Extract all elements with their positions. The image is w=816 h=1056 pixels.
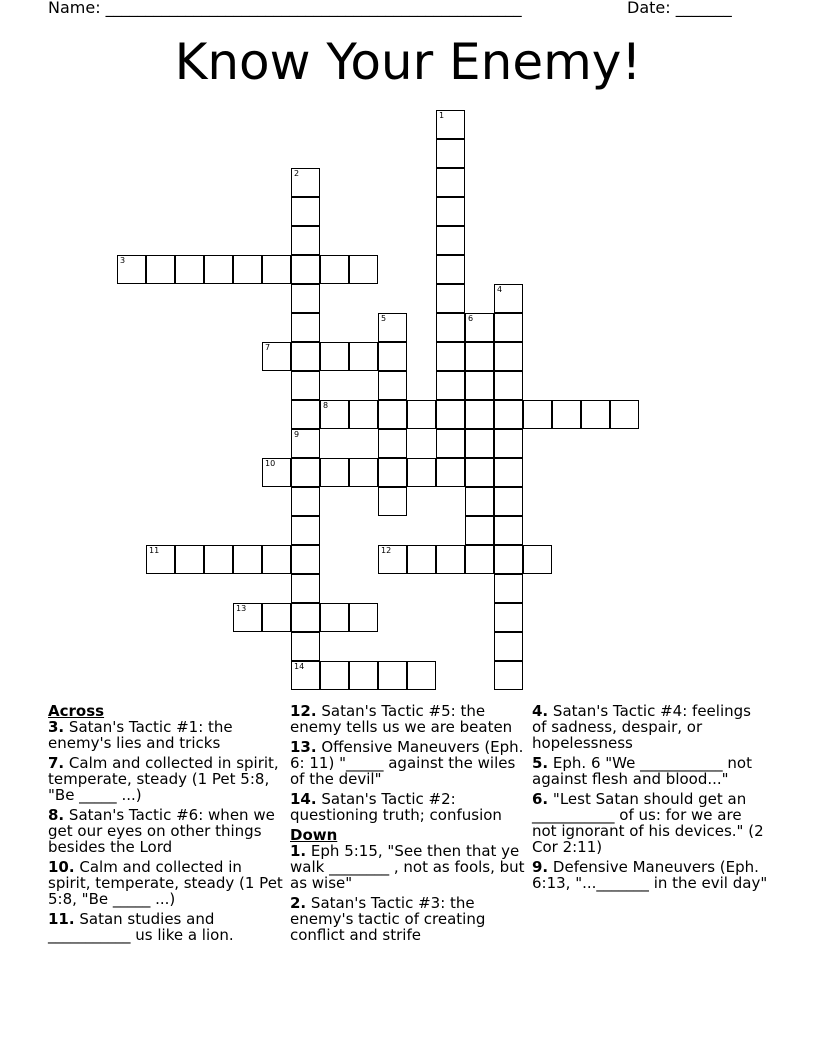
clues-column-1: [48, 700, 284, 947]
grid-cell[interactable]: [320, 255, 349, 284]
grid-cell[interactable]: [494, 574, 523, 603]
grid-cell[interactable]: [291, 371, 320, 400]
clue-number-label: 8: [323, 401, 329, 410]
clue-across-12: [290, 703, 526, 735]
grid-cell[interactable]: [291, 487, 320, 516]
down-heading: Down: [290, 826, 338, 844]
clue-number: 14.: [290, 790, 317, 808]
clue-number-label: 12: [381, 546, 392, 555]
grid-cell[interactable]: [407, 545, 436, 574]
grid-cell[interactable]: [378, 313, 407, 342]
grid-cell[interactable]: [378, 400, 407, 429]
grid-cell[interactable]: [378, 487, 407, 516]
clue-number: 12.: [290, 702, 317, 720]
clue-text: Calm and collected in spirit, temperate, steady (1 Pet 5:8, "Be _____ ...): [48, 858, 283, 908]
grid-cell[interactable]: [552, 400, 581, 429]
clue-number-label: 10: [265, 459, 276, 468]
grid-cell[interactable]: [291, 197, 320, 226]
grid-cell[interactable]: [320, 661, 349, 690]
clue-text: Calm and collected in spirit, temperate, steady (1 Pet 5:8, "Be _____ ...): [48, 754, 279, 804]
grid-cell[interactable]: [494, 342, 523, 371]
grid-cell[interactable]: [175, 545, 204, 574]
clue-number: 9.: [532, 858, 549, 876]
clues-column-3: [532, 700, 768, 895]
clue-across-7: [48, 755, 284, 803]
grid-cell[interactable]: [465, 516, 494, 545]
grid-cell[interactable]: [436, 545, 465, 574]
grid-cell[interactable]: [494, 487, 523, 516]
grid-cell[interactable]: [465, 458, 494, 487]
clue-number-label: 3: [120, 256, 126, 265]
grid-cell[interactable]: [581, 400, 610, 429]
grid-cell[interactable]: [494, 545, 523, 574]
clue-text: Satan's Tactic #2: questioning truth; confusion: [290, 790, 502, 824]
clue-text: Satan's Tactic #4: feelings of sadness, despair, or hopelessness: [532, 702, 751, 752]
grid-cell[interactable]: [436, 110, 465, 139]
grid-cell[interactable]: [291, 545, 320, 574]
grid-cell[interactable]: [465, 313, 494, 342]
clue-text: Satan's Tactic #5: the enemy tells us we are beaten: [290, 702, 513, 736]
clue-number-label: 2: [294, 169, 300, 178]
grid-cell[interactable]: [494, 429, 523, 458]
grid-cell[interactable]: [494, 632, 523, 661]
grid-cell[interactable]: [378, 545, 407, 574]
grid-cell[interactable]: [436, 342, 465, 371]
grid-cell[interactable]: [291, 661, 320, 690]
clue-across-14: [290, 791, 526, 823]
clue-down-2: [290, 895, 526, 943]
grid-cell[interactable]: [291, 458, 320, 487]
grid-cell[interactable]: [494, 313, 523, 342]
clue-number-label: 11: [149, 546, 160, 555]
grid-cell[interactable]: [610, 400, 639, 429]
name-field-label: Name: ____________________________________________________: [48, 0, 522, 17]
clue-number-label: 5: [381, 314, 387, 323]
clue-text: Satan studies and ___________ us like a lion.: [48, 910, 234, 944]
grid-cell[interactable]: [291, 313, 320, 342]
grid-cell[interactable]: [436, 429, 465, 458]
grid-cell[interactable]: [291, 632, 320, 661]
grid-cell[interactable]: [349, 603, 378, 632]
page-title: Know Your Enemy!: [174, 33, 642, 91]
grid-cell[interactable]: [291, 168, 320, 197]
grid-cell[interactable]: [291, 516, 320, 545]
grid-cell[interactable]: [465, 429, 494, 458]
grid-cell[interactable]: [436, 458, 465, 487]
grid-cell[interactable]: [494, 284, 523, 313]
grid-cell[interactable]: [146, 255, 175, 284]
grid-cell[interactable]: [523, 400, 552, 429]
clue-number: 10.: [48, 858, 75, 876]
clue-text: Offensive Maneuvers (Eph. 6: 11) "_____ against the wiles of the devil": [290, 738, 524, 788]
grid-cell[interactable]: [291, 429, 320, 458]
grid-cell[interactable]: [320, 400, 349, 429]
grid-cell[interactable]: [494, 400, 523, 429]
grid-cell[interactable]: [262, 342, 291, 371]
grid-cell[interactable]: [436, 313, 465, 342]
grid-cell[interactable]: [494, 371, 523, 400]
clue-down-5: [532, 755, 768, 787]
grid-cell[interactable]: [436, 139, 465, 168]
clue-number: 7.: [48, 754, 65, 772]
grid-cell[interactable]: [436, 284, 465, 313]
grid-cell[interactable]: [117, 255, 146, 284]
grid-cell[interactable]: [233, 545, 262, 574]
grid-cell[interactable]: [494, 458, 523, 487]
clue-number-label: 13: [236, 604, 247, 613]
grid-cell[interactable]: [320, 458, 349, 487]
clue-number: 1.: [290, 842, 307, 860]
grid-cell[interactable]: [407, 400, 436, 429]
clue-down-1: [290, 843, 526, 891]
clue-text: Satan's Tactic #3: the enemy's tactic of creating conflict and strife: [290, 894, 486, 944]
clues-column-2: [290, 700, 526, 947]
clue-across-8: [48, 807, 284, 855]
grid-cell[interactable]: [349, 255, 378, 284]
grid-cell[interactable]: [291, 284, 320, 313]
grid-cell[interactable]: [204, 255, 233, 284]
clue-text: Satan's Tactic #6: when we get our eyes on other things besides the Lord: [48, 806, 275, 856]
grid-cell[interactable]: [465, 342, 494, 371]
grid-cell[interactable]: [436, 371, 465, 400]
clue-down-4: [532, 703, 768, 751]
grid-cell[interactable]: [291, 400, 320, 429]
grid-cell[interactable]: [146, 545, 175, 574]
grid-cell[interactable]: [233, 255, 262, 284]
clue-number: 13.: [290, 738, 317, 756]
grid-cell[interactable]: [349, 342, 378, 371]
grid-cell[interactable]: [378, 458, 407, 487]
clue-down-6: [532, 791, 768, 855]
clue-down-9: [532, 859, 768, 891]
clue-text: Eph 5:15, "See then that ye walk ________ , not as fools, but as wise": [290, 842, 525, 892]
grid-cell[interactable]: [465, 400, 494, 429]
clue-number: 3.: [48, 718, 65, 736]
clue-across-10: [48, 859, 284, 907]
clue-number: 5.: [532, 754, 549, 772]
grid-cell[interactable]: [291, 342, 320, 371]
grid-cell[interactable]: [465, 371, 494, 400]
grid-cell[interactable]: [291, 226, 320, 255]
clue-number-label: 14: [294, 662, 305, 671]
grid-cell[interactable]: [349, 661, 378, 690]
grid-cell[interactable]: [378, 342, 407, 371]
clue-number-label: 1: [439, 111, 445, 120]
grid-cell[interactable]: [494, 661, 523, 690]
clue-text: "Lest Satan should get an ___________ of us: for we are not ignorant of his devices." (2 Cor 2:11): [532, 790, 764, 856]
grid-cell[interactable]: [407, 661, 436, 690]
grid-cell[interactable]: [262, 545, 291, 574]
clue-number: 6.: [532, 790, 549, 808]
across-heading: Across: [48, 702, 105, 720]
clue-number: 11.: [48, 910, 75, 928]
grid-cell[interactable]: [349, 400, 378, 429]
clue-number: 8.: [48, 806, 65, 824]
clue-number: 2.: [290, 894, 307, 912]
clue-number-label: 7: [265, 343, 271, 352]
clue-text: Eph. 6 "We ___________ not against flesh and blood...": [532, 754, 752, 788]
grid-cell[interactable]: [378, 661, 407, 690]
grid-cell[interactable]: [262, 458, 291, 487]
clue-across-11: [48, 911, 284, 943]
clue-across-3: [48, 719, 284, 751]
grid-cell[interactable]: [436, 197, 465, 226]
grid-cell[interactable]: [494, 516, 523, 545]
clue-number-label: 9: [294, 430, 300, 439]
clue-number-label: 4: [497, 285, 503, 294]
grid-cell[interactable]: [291, 603, 320, 632]
grid-cell[interactable]: [465, 545, 494, 574]
grid-cell[interactable]: [262, 603, 291, 632]
grid-cell[interactable]: [204, 545, 233, 574]
grid-cell[interactable]: [233, 603, 262, 632]
grid-cell[interactable]: [465, 487, 494, 516]
grid-cell[interactable]: [494, 603, 523, 632]
grid-cell[interactable]: [378, 371, 407, 400]
grid-cell[interactable]: [436, 168, 465, 197]
clue-number-label: 6: [468, 314, 474, 323]
grid-cell[interactable]: [436, 226, 465, 255]
grid-cell[interactable]: [175, 255, 204, 284]
grid-cell[interactable]: [291, 574, 320, 603]
grid-cell[interactable]: [291, 255, 320, 284]
grid-cell[interactable]: [378, 429, 407, 458]
grid-cell[interactable]: [523, 545, 552, 574]
clue-across-13: [290, 739, 526, 787]
grid-cell[interactable]: [320, 603, 349, 632]
clue-number: 4.: [532, 702, 549, 720]
grid-cell[interactable]: [436, 400, 465, 429]
grid-cell[interactable]: [262, 255, 291, 284]
clue-text: Satan's Tactic #1: the enemy's lies and tricks: [48, 718, 233, 752]
date-field-label: Date: _______: [627, 0, 732, 17]
grid-cell[interactable]: [407, 458, 436, 487]
grid-cell[interactable]: [436, 255, 465, 284]
grid-cell[interactable]: [320, 342, 349, 371]
grid-cell[interactable]: [349, 458, 378, 487]
clue-text: Defensive Maneuvers (Eph. 6:13, "..._______ in the evil day": [532, 858, 768, 892]
